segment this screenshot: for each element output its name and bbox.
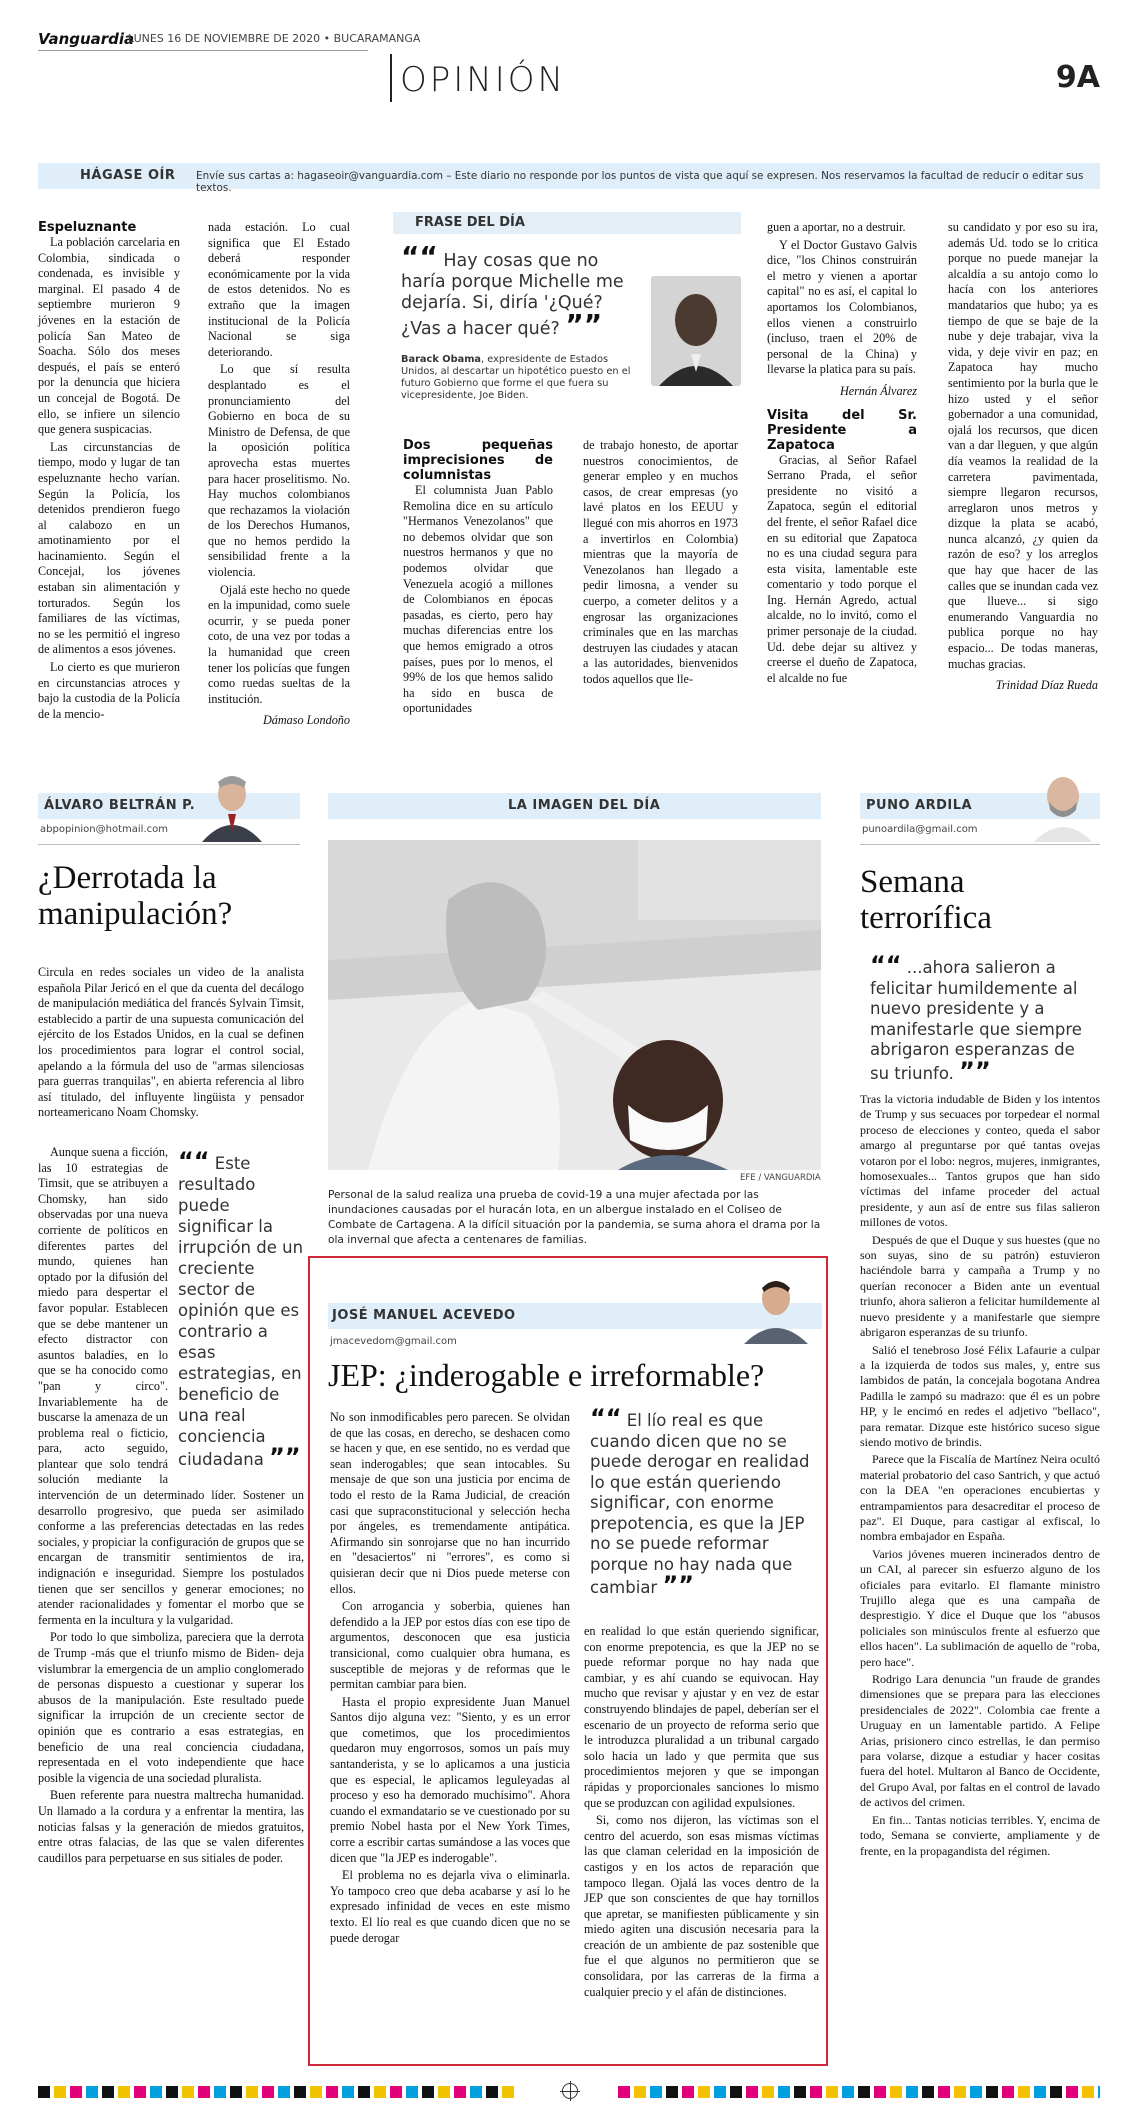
- acevedo-pullquote: [590, 1404, 815, 1599]
- beltran-photo: [198, 770, 266, 842]
- letter-paragraph: guen a aportar, no a destruir.: [767, 220, 906, 234]
- letter-title: Dos pequeñas imprecisiones de columnistas: [403, 438, 553, 483]
- hagase-oir-label: HÁGASE OÍR: [80, 168, 176, 183]
- acevedo-paragraph: Hasta el propio expresidente Juan Manuel Santos dijo alguna vez: "Siento, y es un error que cometimos, que los procedimientos quedaron muy engorrosos, somos un país muy santanderista, y se lo aplicamos a una justicia que es especial, le aplicamos leguleyadas al proceso y eso ha demorado muchísimo". Ahora cuando el exmandatario se ve cuestionado por su premio Nobel hasta por el New York Times, corre a escribir cartas sumándose a las voces que dicen que "la JEP es inderogable".: [330, 1694, 570, 1865]
- letter-paragraph: Lo cierto es que murieron en circunstancias atroces y bajo la custodia de la Policía de la mencio-: [38, 660, 180, 721]
- letter-signature: Dámaso Londoño: [262, 713, 350, 728]
- letter-signature: Hernán Álvarez: [839, 383, 917, 398]
- ardila-paragraph: Varios jóvenes mueren incinerados dentro de un CAI, al parecer sin esfuerzo alguno de los oficiales para evitarlo. El flamante ministro Trujillo alega que es una campaña de desprestigio. Y dice el Duque que los "abusos policiales son minúsculos frente al esfuerzo que ellos hacen". La sublimación de aquello de "roba, pero hace".: [860, 1546, 1100, 1669]
- beltran-paragraph: Circula en redes sociales un video de la analista española Pilar Jericó en el que da cuenta del decálogo de manipulación mediática del francés Sylvain Timsit, establecido a partir de una supuesta comunicación del ejército de los Estados Unidos, en la cual se definen los procedimientos para lograr el control social, apelando a la fórmula del uso de "armas silenciosas para guerras tranquilas", en abierta referencia al libro así titulado, del influyente lingüista y pensador norteamericano Noam Chomsky.: [38, 965, 304, 1120]
- ardila-pullquote-text: ...ahora salieron a felicitar humildemente al nuevo presidente y a manifestarle que siempre abrigaron esperanzas de su triunfo.: [870, 958, 1082, 1083]
- section-divider: [390, 54, 392, 102]
- print-color-bar-left: [38, 2086, 518, 2098]
- acevedo-pullquote-text: El lío real es que cuando dicen que no se puede derogar en realidad lo que están queriendo significar, con enorme prepotencia, es que la JEP no se puede reformar porque no hay nada que cambiar: [590, 1411, 810, 1597]
- frase-del-dia: [393, 212, 741, 432]
- beltran-divider: [38, 844, 300, 845]
- frase-quote: [401, 240, 641, 341]
- columnist-name: JOSÉ MANUEL ACEVEDO: [332, 1308, 516, 1323]
- acevedo-paragraph: No son inmodificables pero parecen. Se olvidan de que las cosas, en derecho, se deshacen como se hacen y que, en ese sentido, no es verdad que sean inderogables; que sean intocables. Su mensaje de que son una justicia por encima de todo el resto de la Rama Judicial, de creación casi que supraconstitucional y selección hecha por ángeles, es tremendamente antipática. Afirmando sin sonrojarse que no han incurrido en "desaciertos" ni "errores", es como si quisieran decir que ni Dios puede meterse con ellos.: [330, 1410, 570, 1596]
- letter-zapatoca-cont: [948, 220, 1098, 696]
- open-quote-icon: ““: [178, 1147, 210, 1175]
- columnist-name: ÁLVARO BELTRÁN P.: [44, 798, 196, 813]
- letter-paragraph: Lo que sí resulta desplantado es el pronunciamiento del Gobierno en boca de su Ministro de Defensa, de que la oposición política aprovecha estas muertes para hacer proselitismo. No. Hay muchos colombianos que rechazamos la violación de los Derechos Humanos, que no hemos perdido la sensibilidad frente a la violencia.: [208, 362, 350, 580]
- hagase-oir-text: Envíe sus cartas a: hagaseoir@vanguardia.com – Este diario no responde por los puntos de vista que aquí se expresen. Nos reservamos la facultad de reducir o editar sus textos.: [196, 170, 1084, 194]
- close-quote-icon: ””: [662, 1571, 695, 1599]
- open-quote-icon: ““: [401, 240, 438, 273]
- ardila-headline: Semana terrorífica: [860, 864, 992, 936]
- acevedo-headline: JEP: ¿inderogable e irreformable?: [328, 1357, 765, 1393]
- acevedo-col1: [330, 1410, 570, 1948]
- print-color-bar-right: [618, 2086, 1100, 2098]
- beltran-paragraph: Aunque suena a ficción, las 10 estrategias de Timsit, que se atribuyen a Chomsky, han sido observadas por una nueva corriente de políticos en diferentes partes del mundo, quienes han optado por la difusión del miedo para despertar el favor popular. Establecen que se debe mantener un efecto distractor con asuntos baladíes, en lo que se ha conocido como "pan y circo". Invariablemente ha de buscarse la amenaza de un problema real o ficticio, para, acto seguido, plantear que solo tendrá solución mediante la intervención de un determinado líder. Sostener un desarrollo progresivo, que pueda ser asimilado conforme a las preferencias detectadas en las redes sociales, y propiciar la configuración de grupos que se encargan de transmitir sentimientos de ira, indignación e inseguridad. Siempre los postulados tienen que ser sencillos y generar emociones; no atender racionalidades y fomentar el morbo que se fermenta en la incultura y la vulgaridad.: [38, 1145, 304, 1627]
- letter-title: Espeluznante: [38, 220, 137, 235]
- masthead: [38, 30, 1100, 105]
- obama-photo: [651, 276, 741, 386]
- ardila-paragraph: Salió el tenebroso José Félix Lafaurie a culpar a la izquierda de todos sus males, y, entre sus lambidos de patán, la concejala bogotana Andrea Padilla le zampó su madrazo: que él es un pobre HP, y le encimó en redes el adjetivo "bellaco", para rematar. Dizque este histórico suceso sigue siendo motivo de brindis.: [860, 1342, 1100, 1449]
- acevedo-paragraph: El problema no es dejarla viva o eliminarla. Yo tampoco creo que deba acabarse y así lo he expresado infinidad de veces en este mismo texto. El lío real es que cuando dicen que no se puede derogar: [330, 1868, 570, 1945]
- beltran-article-wrap: [38, 1145, 304, 1868]
- ardila-paragraph: Parece que la Fiscalía de Martínez Neira ocultó material probatorio del caso Santrich, y que actuó con la DEA "en operaciones encubiertas y entrampamientos para desacreditar el proceso de paz". El Duque, para castigar al exfiscal, lo nombra embajador en España.: [860, 1452, 1100, 1544]
- page-number: 9A: [1055, 60, 1100, 95]
- ardila-email: punoardila@gmail.com: [862, 824, 978, 835]
- letter-paragraph: Gracias, al Señor Rafael Serrano Prada, el señor presidente no visitó a Zapatoca, según el editorial del frente, el señor Rafael dice en su editorial que Zapatoca no es una ciudad segura para esta visita, lamentable este comentario y todo porque el Ing. Hernán Agredo, actual alcalde, no lo invitó, como el primer personaje de la ciudad. Ud. debe dejar su altivez y creerse el dueño de Zapatoca, el alcalde no fue: [767, 452, 917, 685]
- letter-paragraph: El columnista Juan Pablo Remolina dice en su artículo "Hermanos Venezolanos" que no debemos olvidar que son nuestros hermanos y que no podemos olvidar que Venezuela acogió a millones de Colombianos en épocas pasadas, es cierto, pero hay muchas diferencias entre los que hemos emigrado a otros países, pues por lo menos, el 99% de los que hemos salido ha sido en busca de oportunidades: [403, 483, 553, 716]
- frase-author-name: Barack Obama: [401, 354, 482, 365]
- close-quote-icon: ””: [269, 1443, 301, 1471]
- acevedo-email: jmacevedom@gmail.com: [330, 1336, 457, 1347]
- letter-imprecisiones-cont: [583, 438, 738, 690]
- letter-paragraph: nada estación. Lo cual significa que El Estado deberá responder económicamente por la vida de estos detenidos. No es extraño que la imagen institucional de la Policía Nacional se siga deteriorando.: [208, 220, 350, 359]
- open-quote-icon: ““: [590, 1404, 622, 1432]
- beltran-paragraph: Por todo lo que simboliza, pareciera que la derrota de Trump -más que el triunfo mismo de Biden- deja vislumbrar la emergencia de un amplio conglomerado de personas dispuesto a cuestionar y superar los abusos de la manipulación. Este resultado puede significar la irrupción de un creciente sector de opinión que es contrario a esas estrategias, en beneficio de una real conciencia ciudadana, representada en el voto independiente que hace posible la vigencia de una sociedad pluralista.: [38, 1630, 304, 1785]
- imagen-photo: [328, 840, 821, 1170]
- section-title: OPINIÓN: [400, 60, 566, 100]
- letter-paragraph: Y el Doctor Gustavo Galvis dice, "los Chinos construirán el metro y vienen a aportar capital" no es así, el capital lo aportamos los Colombianos, ellos vienen a construirlo (incluso, traen el 20% de personal de la China) y llevarse la platica para su país.: [767, 237, 917, 377]
- ardila-article: [860, 1092, 1100, 1861]
- acevedo-col2: [584, 1624, 819, 2002]
- beltran-pullquote: [178, 1147, 304, 1471]
- acevedo-photo: [738, 1272, 814, 1344]
- masthead-divider: [38, 50, 368, 51]
- acevedo-paragraph: Si, como nos dijeron, las víctimas son el centro del acuerdo, son esas mismas víctimas las que claman celeridad en la imposición de castigos y en los actos de reparación que tampoco llegan. Ojalá las voces dentro de la JEP que son conscientes de que hay tornillos que apretar, se manifiesten públicamente y sin miedo agiten una discusión necesaria para la creación de un ambiente de paz sostenible que fue el que algunos no permitieron que se consolidara, por las carreras de la firma a cualquier precio y el afán de distinciones.: [584, 1813, 819, 1999]
- letter-paragraph: Las circunstancias de tiempo, modo y lugar de tan espeluznante hecho varían. Según la Policía, los detenidos prendieron fuego al calabozo en un amotinamiento por el hacinamiento. Según el Concejal, los jóvenes estaban sin alimentación y torturados. Según los familiares de las víctimas, no se les permitió el ingreso de alimentos a esos jóvenes.: [38, 439, 180, 657]
- ardila-paragraph: En fin... Tantas noticias terribles. Y, encima de todo, Semana se convierte, ampliamente y de frente, en la propagandista del régimen.: [860, 1812, 1100, 1858]
- letter-signature: Trinidad Díaz Rueda: [995, 678, 1098, 693]
- acevedo-paragraph: en realidad lo que están queriendo significar, con enorme prepotencia, es que la JEP no se puede reformar porque no hay nada que cambiar, y es ahí cuando se equivocan. Hay mucho que revisar y ajustar y en vez de estar construyendo blindajes de papel, deberían ser el escenario de un proyecto de reforma serio que le introduzca pluralidad a un tribunal cargado solo hacia un lado y que permita que sus procedimientos mejoren y que se impongan rápidas y proporcionales sanciones lo mismo que se produzcan con agilidad expulsiones.: [584, 1624, 819, 1810]
- hagase-oir-bar: [38, 163, 1100, 194]
- registration-mark-icon: [562, 2083, 578, 2099]
- letter-paragraph: de trabajo honesto, de aportar nuestros conocimientos, de generar empleo y en muchos casos, de crear empresas (yo lavé platos en los EEUU y llegué con mis ahorros en 1973 a invertirlos en Colombia) mientras que la mayoría de Venezolanos han llegado a pedir limosna, a vender su cuerpo, a cometer delitos y a engrosar las organizaciones criminales que en las marchas destruyen las ciudades y atacan a las autoridades, bienvenidos todos aquellos que lle-: [583, 438, 738, 686]
- frase-author-desc: , expresidente de Estados Unidos, al descartar un hipotético puesto en el futuro Gobierno que forme el que fuera su vicepresidente, Joe Biden.: [401, 354, 631, 401]
- ardila-paragraph: Rodrigo Lara denuncia "un fraude de grandes dimensiones que se prepara para las elecciones presidenciales de 2022". Colombia cae frente a Uruguay en un lamentable partido. A Felipe Arias, prisionero cinco estrellas, le dan permiso para volarse, dizque a estudiar y hacer cositas fuera del hotel. Multaron al Banco de Occidente, del Grupo Aval, por faltas en el control de lavado de activos del crimen.: [860, 1672, 1100, 1810]
- ardila-photo: [1030, 768, 1096, 842]
- imagen-credit: EFE / VANGUARDIA: [740, 1173, 821, 1183]
- imagen-caption: Personal de la salud realiza una prueba de covid-19 a una mujer afectada por las inundaciones causadas por el huracán Iota, en un albergue instalado en el Coliseo de Combate de Cartagena. A la difícil situación por la pandemia, se suma ahora el drama por la ola invernal que afecta a centenares de familias.: [328, 1189, 821, 1246]
- ardila-paragraph: Después de que el Duque y sus huestes (que no son suyas, sino de su patrón) estuvieron haciéndole barra y campaña a Trump y no querían reconocer a Biden ante un eventual triunfo, ahora salieron a felicitar humildemente al nuevo presidente y a manifestarle que siempre abrigaron esperanzas de su triunfo.: [860, 1232, 1100, 1340]
- beltran-paragraph: Buen referente para nuestra maltrecha humanidad. Un llamado a la cordura y a enfrentar la mentira, las noticias falsas y la generación de miedos gratuitos, entre otras falacias, de las que se valen diferentes caudillos para perpetuarse en sus sitiales de poder.: [38, 1788, 304, 1865]
- beltran-pullquote-text: Este resultado puede significar la irrupción de un creciente sector de opinión que es contrario a esas estrategias, en beneficio de una real conciencia ciudadana: [178, 1154, 304, 1469]
- open-quote-icon: ““: [870, 951, 902, 979]
- letter-espeluznante: [38, 220, 180, 724]
- letter-paragraph: Ojalá este hecho no quede en la impunidad, como suele ocurrir, y se pueda poner coto, de una vez por todas a la humanidad que creen tener los policías que fungen como ruedas sueltas de la institución.: [208, 582, 350, 706]
- frase-bar: [393, 212, 741, 234]
- beltran-headline: ¿Derrotada la manipulación?: [38, 860, 233, 932]
- letter-paragraph: su candidato y por eso su ira, además Ud. todo se lo critica porque no puede manejar la alcaldía a su antojo como lo hacía con los anteriores mandatarios que hubo; ya es tiempo de que se baje de la nube y deje trabajar, viva la vida, y deje vivir en paz; en Zapatoca hay mucho sentimiento por la burla que le hizo usted y el señor gobernador a una comunidad, ojalá los recursos, que dicen van a dar lleguen, y que algún día veamos la realidad de la carretera pavimentada, siempre llegaron recursos, arreglaron unos metros y dizque la plata se acabó, nunca alcanzó, ¿y quien da razón de eso? y los arreglos que hay que hacer de las calles que se inundan cada vez que llueve... si sigo enumerando Vanguardia no publica porque no hay espacio... De todas maneras, muchas gracias.: [948, 220, 1098, 671]
- ardila-paragraph: Tras la victoria indudable de Biden y los intentos de Trump y sus secuaces por torpedear el normal proceso de elecciones y conteo, queda el sabor amargo al preguntarse por qué tantas ovejas votaron por el lobo: negros, mujeres, inmigrantes, homosexuales... Tantos grupos que han sido víctimas del infame proceder del actual presidente, y aun así de entre sus filas salieron millones de votos.: [860, 1092, 1100, 1230]
- beltran-email: abpopinion@hotmail.com: [40, 824, 168, 835]
- close-quote-icon: ””: [959, 1056, 991, 1085]
- close-quote-icon: ””: [565, 308, 603, 341]
- columnist-name: PUNO ARDILA: [866, 798, 973, 813]
- dateline: LUNES 16 DE NOVIEMBRE DE 2020 • BUCARAMANGA: [128, 32, 421, 45]
- ardila-pullquote: [870, 951, 1095, 1085]
- acevedo-paragraph: Con arrogancia y soberbia, quienes han defendido a la JEP por estos días con ese tipo de argumentos, desconocen que esa justicia transicional, como cualquier obra humana, es susceptible de mejoras y de reformas que le permitan cambiar para bien.: [330, 1599, 570, 1692]
- letter-paragraph: La población carcelaria en Colombia, sindicada o condenada, es invisible y marginal. El pasado 4 de septiembre murieron 9 jóvenes en la estación de policía San Mateo de Soacha. Sólo dos meses después, el país se enteró por la denuncia que hiciera un concejal de Bogotá. De ello, se infiere un silencio que genera suspicacias.: [38, 235, 180, 437]
- letter-imprecisiones: [403, 438, 553, 719]
- frase-author: [401, 354, 646, 402]
- imagen-label: LA IMAGEN DEL DÍA: [508, 798, 661, 813]
- frase-quote-text: Hay cosas que no haría porque Michelle me dejaría. Si, diría '¿Qué? ¿Vas a hacer qué?: [401, 251, 624, 339]
- brand-logo: Vanguardia: [38, 30, 135, 48]
- letter-title: Visita del Sr. Presidente a Zapatoca: [767, 407, 917, 453]
- beltran-article: [38, 965, 304, 1123]
- ardila-divider: [860, 844, 1100, 845]
- letter-zapatoca: [767, 220, 917, 688]
- letter-espeluznante-cont: [208, 220, 350, 731]
- frase-label: FRASE DEL DÍA: [415, 215, 525, 230]
- imagen-bar: [328, 793, 821, 819]
